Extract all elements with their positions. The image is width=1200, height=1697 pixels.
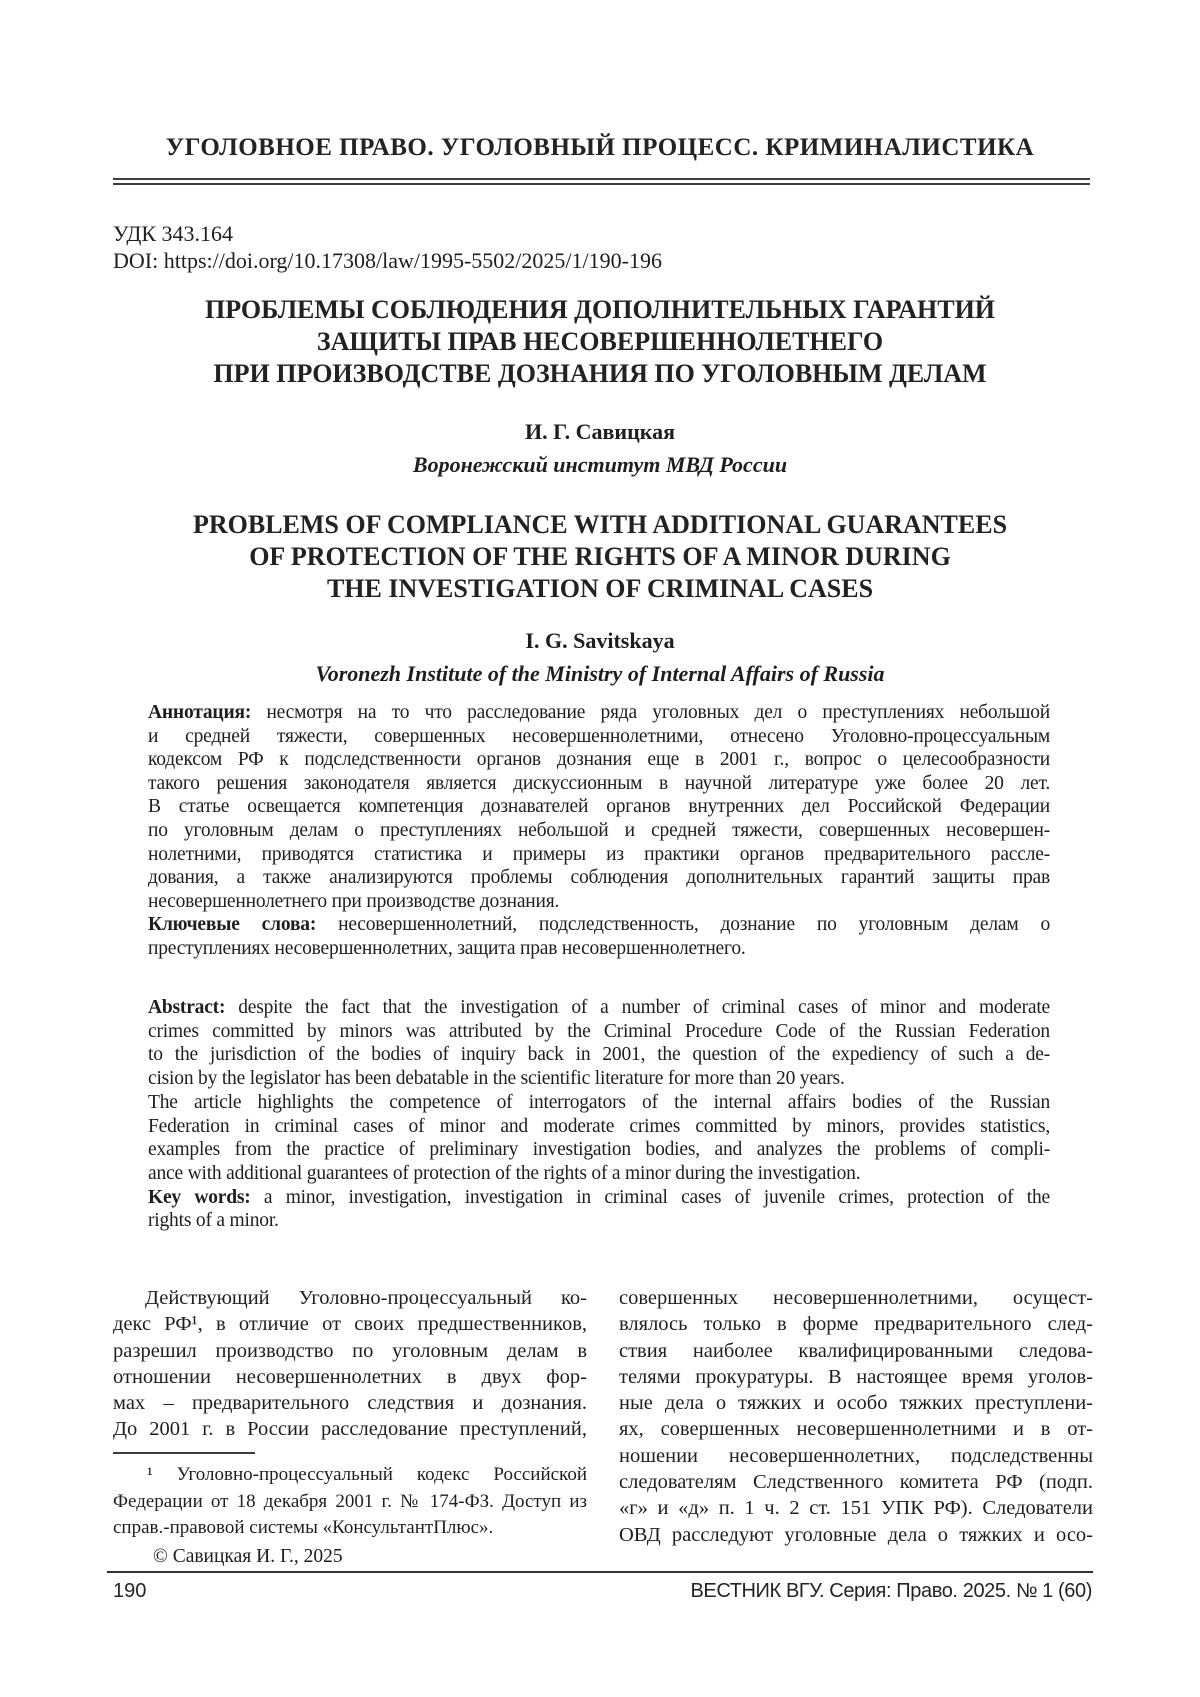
text-line: OF PROTECTION OF THE RIGHTS OF A MINOR DURING (249, 542, 951, 571)
text-line: совершенных несовершеннолетними, осущест- (619, 1287, 1093, 1309)
journal-footer: ВЕСТНИК ВГУ. Серия: Право. 2025. № 1 (60) (690, 1580, 1092, 1602)
header-double-rule (113, 178, 1090, 185)
text-line: справ.-правовой системы «КонсультантПлюс». (113, 1517, 494, 1539)
text-line: Аннотация: несмотря на то что расследование ряда уголовных дел о преступлениях небольшой (148, 702, 1050, 723)
text-line: До 2001 г. в России расследование преступлений, (113, 1418, 587, 1441)
text-line: и средней тяжести, совершенных несовершеннолетними, отнесено Уголовно-процессуальным (148, 725, 1050, 747)
abstract-text (148, 996, 1050, 1186)
text-line: Federation in criminal cases of minor and moderate crimes committed by minors, provides statistics, (148, 1115, 1050, 1137)
text-line: Abstract: despite the fact that the investigation of a number of criminal cases of minor and moderate (148, 997, 1050, 1018)
text-line: декс РФ¹, в отличие от своих предшественников, (113, 1313, 587, 1336)
text-line: ПРИ ПРОИЗВОДСТВЕ ДОЗНАНИЯ ПО УГОЛОВНЫМ ДЕЛАМ (213, 359, 987, 388)
text-line: ОВД расследуют уголовные дела о тяжких и осо- (619, 1523, 1093, 1546)
body-left-column (113, 1285, 587, 1570)
text-line: телями прокуратуры. В настоящее время уголов- (619, 1365, 1093, 1388)
author-ru: И. Г. Савицкая (525, 419, 675, 444)
text-line: преступлениях несовершеннолетних, защита прав несовершеннолетнего. (148, 937, 746, 959)
text-line: The article highlights the competence of interrogators of the internal affairs bodies of the Russian (148, 1091, 1050, 1113)
text-line: Key words: a minor, investigation, investigation in criminal cases of juvenile crimes, protection of the (148, 1186, 1050, 1208)
text-line: разрешил производство по уголовным делам в (113, 1339, 587, 1362)
text-line: Действующий Уголовно-процессуальный ко- (145, 1287, 587, 1309)
affiliation-en: Voronezh Institute of the Ministry of Internal Affairs of Russia (315, 661, 885, 686)
footnote-block (113, 1462, 587, 1542)
copyright-line: © Савицкая И. Г., 2025 (153, 1546, 343, 1568)
text-line: examples from the practice of preliminary investigation bodies, and analyzes the problems of compli- (148, 1139, 1050, 1161)
text-line: ях, совершенных несовершеннолетними и в от- (619, 1418, 1093, 1441)
text-line: дования, а также анализируются проблемы соблюдения дополнительных гарантий защиты прав (148, 867, 1050, 889)
article-title-ru (0, 294, 1200, 390)
footnote-rule (113, 1452, 255, 1454)
article-title-en (0, 509, 1200, 605)
keywords-ru (148, 913, 1050, 960)
body-right-paragraph (619, 1285, 1093, 1548)
text-line: отношении несовершеннолетних в двух фор- (113, 1365, 587, 1388)
text-line: ance with additional guarantees of protection of the rights of a minor during the investigation. (148, 1162, 861, 1184)
text-line: ношении несовершеннолетних, подследственны (619, 1444, 1093, 1467)
keywords-en (148, 1186, 1050, 1233)
article-meta (113, 220, 662, 274)
text-line: мах – предварительного следствия и дознания. (113, 1392, 587, 1415)
page-footer (113, 1580, 1092, 1603)
text-line: нолетними, приводятся статистика и примеры из практики органов предварительного рассле- (148, 843, 1050, 865)
section-header-title: УГОЛОВНОЕ ПРАВО. УГОЛОВНЫЙ ПРОЦЕСС. КРИМИНАЛИСТИКА (165, 134, 1035, 161)
text-line: cision by the legislator has been debatable in the scientific literature for more than 20 years. (148, 1068, 845, 1090)
body-right-column (619, 1285, 1093, 1570)
text-line: влялось только в форме предварительного след- (619, 1313, 1093, 1336)
text-line: to the jurisdiction of the bodies of inquiry back in 2001, the question of the expediency of such a de- (148, 1044, 1050, 1066)
text-line: ствия наиболее квалифицированными следова- (619, 1339, 1093, 1362)
text-line: несовершеннолетнего при производстве дознания. (148, 890, 560, 912)
body-left-paragraph (113, 1285, 587, 1443)
text-line: Ключевые слова: несовершеннолетний, подследственность, дознание по уголовным делам о (148, 914, 1050, 936)
body-columns (113, 1285, 1093, 1570)
footer-rule (107, 1571, 1093, 1573)
text-line: ¹ Уголовно-процессуальный кодекс Российской (147, 1463, 587, 1485)
text-line: Федерации от 18 декабря 2001 г. № 174-ФЗ. Доступ из (113, 1490, 587, 1512)
text-line: rights of a minor. (148, 1210, 279, 1232)
page-number: 190 (113, 1580, 147, 1602)
text-line: В статье освещается компетенция дознавателей органов внутренних дел Российской Федерации (148, 796, 1050, 818)
text-line: crimes committed by minors was attributed by the Criminal Procedure Code of the Russian Federation (148, 1020, 1050, 1042)
annotation-ru-block (148, 701, 1050, 961)
abstract-en-block (148, 996, 1050, 1233)
text-line: «г» и «д» п. 1 ч. 2 ст. 151 УПК РФ). Следователи (619, 1497, 1093, 1520)
text-line: такого решения законодателя является дискуссионным в научной литературе уже более 20 лет. (148, 772, 1050, 794)
text-line: ЗАЩИТЫ ПРАВ НЕСОВЕРШЕННОЛЕТНЕГО (316, 327, 884, 356)
annotation-text (148, 701, 1050, 913)
text-line: кодексом РФ к подследственности органов дознания еще в 2001 г., вопрос о целесообразности (148, 749, 1050, 771)
text-line: THE INVESTIGATION OF CRIMINAL CASES (326, 574, 874, 603)
text-line: ные дела о тяжких и особо тяжких преступлени- (619, 1392, 1093, 1415)
affiliation-ru: Воронежский институт МВД России (412, 452, 788, 477)
udc-line: УДК 343.164 (113, 221, 234, 246)
doi-line: DOI: https://doi.org/10.17308/law/1995-5502/2025/1/190-196 (113, 248, 662, 273)
text-line: следователям Следственного комитета РФ (подп. (619, 1471, 1093, 1494)
author-en: I. G. Savitskaya (525, 628, 675, 653)
text-line: по уголовным делам о преступлениях небольшой и средней тяжести, совершенных несовершен- (148, 819, 1050, 841)
text-line: ПРОБЛЕМЫ СОБЛЮДЕНИЯ ДОПОЛНИТЕЛЬНЫХ ГАРАНТИЙ (204, 295, 996, 324)
text-line: PROBLEMS OF COMPLIANCE WITH ADDITIONAL GUARANTEES (192, 510, 1008, 539)
